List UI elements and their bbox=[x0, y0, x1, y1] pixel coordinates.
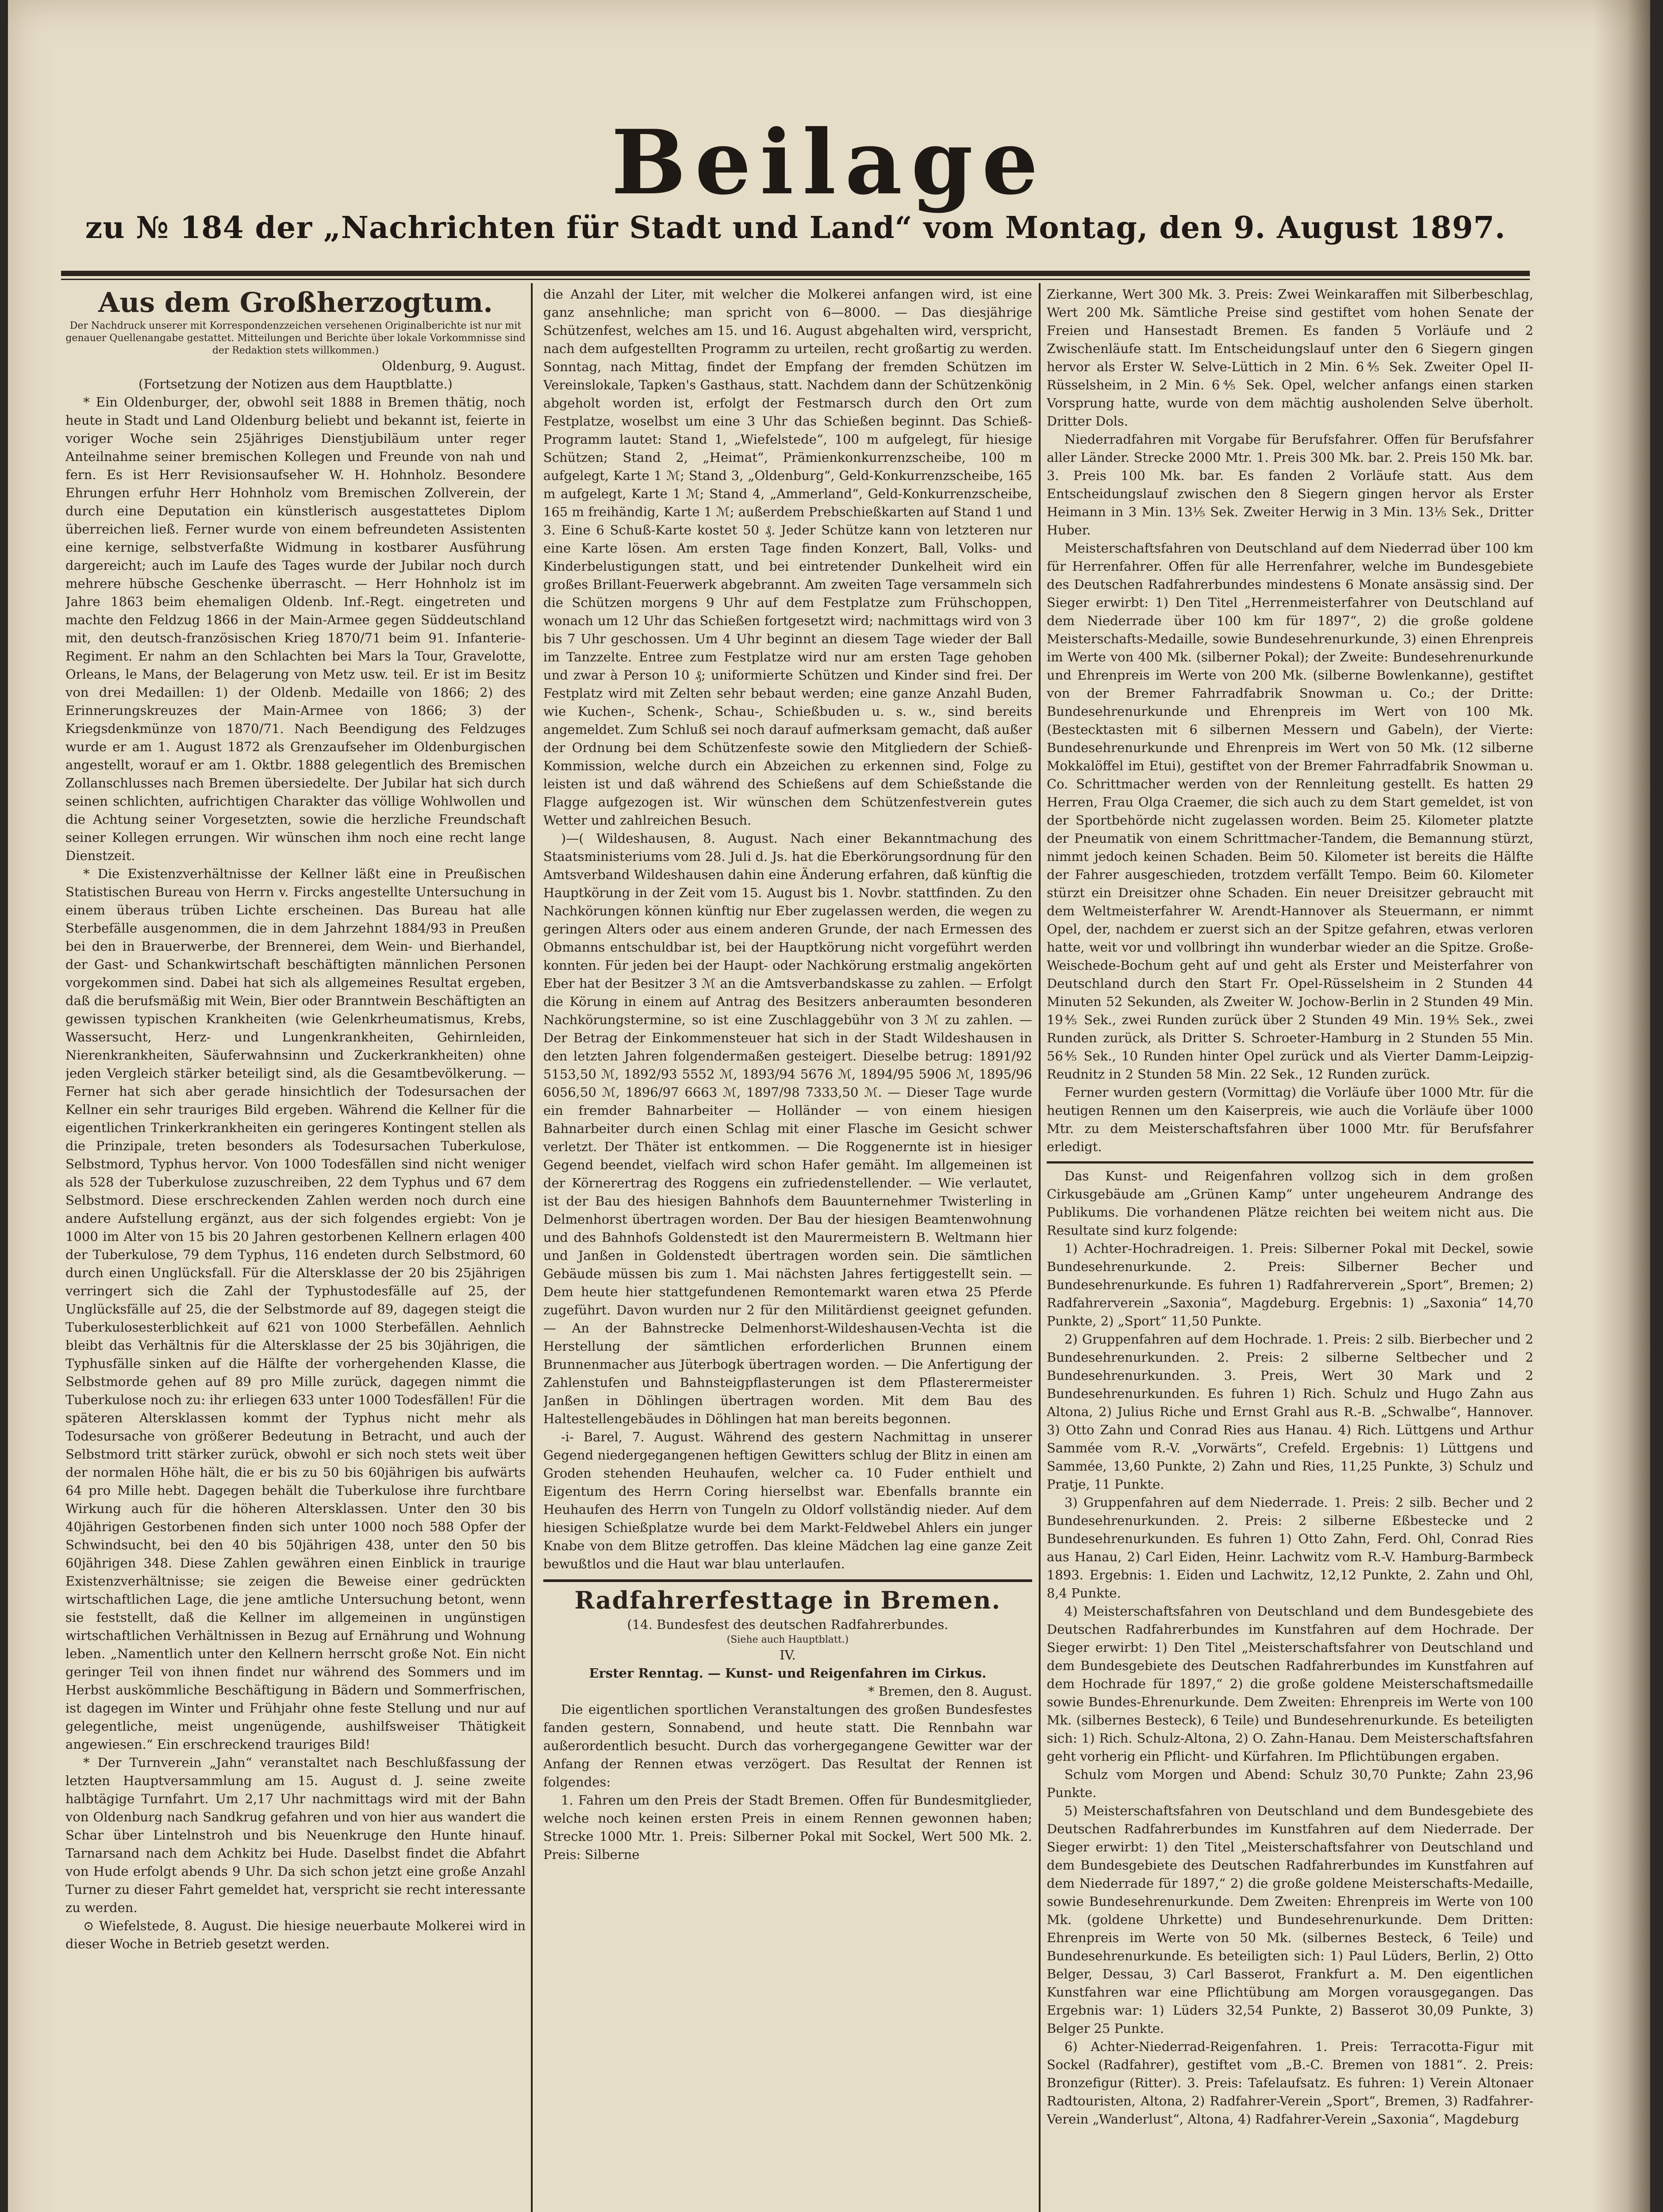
section-heading: Aus dem Großherzogtum. bbox=[98, 286, 493, 319]
article-paragraph: 1) Achter-Hochradreigen. 1. Preis: Silberner Pokal mit Deckel, sowie Bundesehrenurkunde. 2. Preis: Silberner Becher und Bundesehrenurkunde. Es fuhren 1) Radfahrerverein „Sport“, Bremen; 2) Radfahrerverein „Saxonia“, Magdeburg. Ergebnis: 1) „Saxonia“ 14,70 Punkte, 2) „Sport“ 11,50 Punkte. bbox=[1047, 1241, 1533, 1329]
column-divider-1 bbox=[531, 283, 533, 2212]
article-paragraph: die Anzahl der Liter, mit welcher die Molkerei anfangen wird, ist eine ganz ansehnliche; man spricht von 6—8000. — Das diesjährige Schützenfest, welches am 15. und 16. August abgehalten wird, verspricht, nach dem aufgestellten Programm zu urteilen, recht großartig zu werden. Sonntag, nach Mittag, findet der Empfang der fremden Schützen im Vereinslokale, Tapken's Gasthaus, statt. Nachdem dann der Schützenkönig abgeholt worden ist, erfolgt der Festmarsch durch den Ort zum Festplatze, woselbst um eine 3 Uhr das Schießen beginnt. Das Schieß-Programm lautet: Stand 1, „Wiefelstede“, 100 m aufgelegt, für hiesige Schützen; Stand 2, „Heimat“, Prämienkonkurrenzscheibe, 100 m aufgelegt, Karte 1 ℳ; Stand 3, „Oldenburg“, Geld-Konkurrenzscheibe, 165 m aufgelegt, Karte 1 ℳ; Stand 4, „Ammerland“, Geld-Konkurrenzscheibe, 165 m freihändig, Karte 1 ℳ; außerdem Prebschießkarten auf Stand 1 und 3. Eine 6 Schuß-Karte kostet 50 ₰. Jeder Schütze kann von letzteren nur eine Karte lösen. Am ersten Tage finden Konzert, Ball, Volks- und Kinderbelustigungen statt, und bei eintretender Dunkelheit wird ein großes Brillant-Feuerwerk abgebrannt. Am zweiten Tage versammeln sich die Schützen morgens 9 Uhr auf dem Festplatze zum Frühschoppen, wonach um 12 Uhr das Schießen fortgesetzt wird; nachmittags wird von 3 bis 7 Uhr geschossen. Um 4 Uhr beginnt an diesem Tage wieder der Ball im Tanzzelte. Entree zum Festplatze wird nur am ersten Tage gehoben und zwar à Person 10 ₰; uniformierte Schützen und Kinder sind frei. Der Festplatz wird mit Zelten sehr bebaut werden; eine ganze Anzahl Buden, wie Kuchen-, Schenk-, Schau-, Schießbuden u. s. w., sind bereits angemeldet. Zum Schluß sei noch darauf aufmerksam gemacht, daß außer der Ordnung bei dem Schützenfeste sowie den Mitgliedern der Schieß-Kommission, welche durch ein Abzeichen zu erkennen sind, Folge zu leisten ist und daß während des Schießens auf dem Schießstande die Flagge aufgezogen ist. Wir wünschen dem Schützenfestverein gutes Wetter und zahlreichen Besuch. bbox=[543, 287, 1032, 828]
column-divider-2 bbox=[1039, 283, 1041, 2212]
article-paragraph: Das Kunst- und Reigenfahren vollzog sich in dem großen Cirkusgebäude am „Grünen Kamp“ unter ungeheurem Andrange des Publikums. Die vorhandenen Plätze reichten bei weitem nicht aus. Die Resultate sind kurz folgende: bbox=[1047, 1168, 1533, 1238]
section-rule bbox=[543, 1579, 1032, 1582]
article-paragraph: 2) Gruppenfahren auf dem Hochrade. 1. Preis: 2 silb. Bierbecher und 2 Bundesehrenurkunden. 2. Preis: 2 silberne Seltbecher und 2 Bundesehrenurkunden. 3. Preis, Wert 30 Mark und 2 Bundesehrenurkunden. Es fuhren 1) Rich. Schulz und Hugo Zahn aus Altona, 2) Julius Riche und Ernst Grahl aus R.-B. „Schwalbe“, Hannover. 3) Otto Zahn und Conrad Ries aus Hanau. 4) Rich. Lüttgens und Arthur Sammée vom R.-V. „Vorwärts“, Crefeld. Ergebnis: 1) Lüttgens und Sammée, 13,60 Punkte, 2) Zahn und Ries, 11,25 Punkte, 3) Schulz und Pratje, 11 Punkte. bbox=[1047, 1332, 1533, 1492]
section-heading: Radfahrerfesttage in Bremen. bbox=[574, 1586, 1001, 1614]
article-paragraph: Die eigentlichen sportlichen Veranstaltungen des großen Bundesfestes fanden gestern, Sonnabend, und heute statt. Die Rennbahn war außerordentlich besucht. Durch das vorhergegangene Gewitter war der Anfang der Rennen etwas verzögert. Das Resultat der Rennen ist folgendes: bbox=[543, 1702, 1032, 1790]
article-paragraph: -i- Barel, 7. August. Während des gestern Nachmittag in unserer Gegend niedergegangenen heftigen Gewitters schlug der Blitz in einen am Groden stehenden Heuhaufen, welcher ca. 10 Fuder enthielt und Eigentum des Herrn Coring hierselbst war. Ebenfalls brannte ein Heuhaufen des Herrn von Tungeln zu Oldorf vollständig nieder. Auf dem hiesigen Schießplatze wurde bei dem Markt-Feldwebel Ahlers ein junger Knabe von dem Blitze getroffen. Das kleine Mädchen lag eine ganze Zeit bewußtlos und die Haut war blau unterlaufen. bbox=[543, 1429, 1032, 1571]
column-1 bbox=[65, 285, 526, 2212]
section-note: (Siehe auch Hauptblatt.) bbox=[726, 1634, 849, 1645]
article-paragraph: Ferner wurden gestern (Vormittag) die Vorläufe über 1000 Mtr. für die heutigen Rennen um den Kaiserpreis, wie auch die Vorläufe über 1000 Mtr. zu dem Meisterschaftsfahren über 1000 Mtr. für Berufsfahrer erledigt. bbox=[1047, 1085, 1533, 1154]
masthead-subtitle: zu № 184 der „Nachrichten für Stadt und Land“ vom Montag, den 9. August 1897. bbox=[85, 210, 1506, 246]
article-paragraph: Zierkanne, Wert 300 Mk. 3. Preis: Zwei Weinkaraffen mit Silberbeschlag, Wert 200 Mk. Sämtliche Preise sind gestiftet vom hohen Senate der Freien und Hansestadt Bremen. Es fanden 5 Vorläufe und 2 Zwischenläufe statt. Im Entscheidungslauf unter den 6 Siegern gingen hervor als Erster W. Selve-Lüttich in 2 Min. 6⅘ Sek. Zweiter Opel II-Rüsselsheim, in 2 Min. 6⅘ Sek. Opel, welcher anfangs einen starken Vorsprung hatte, wurde von dem mächtig ausholenden Selve überholt. Dritter Dols. bbox=[1047, 287, 1533, 429]
masthead-rule bbox=[61, 271, 1530, 276]
section-subheading: (14. Bundesfest des deutschen Radfahrerbundes. bbox=[627, 1617, 949, 1632]
article-paragraph: ⊙ Wiefelstede, 8. August. Die hiesige neuerbaute Molkerei wird in dieser Woche in Betrieb gesetzt werden. bbox=[65, 1918, 526, 1951]
masthead-rule-thin bbox=[61, 279, 1530, 280]
article-paragraph: 1. Fahren um den Preis der Stadt Bremen. Offen für Bundesmitglieder, welche noch keinen ersten Preis in einem Rennen gewonnen haben; Strecke 1000 Mtr. 1. Preis: Silberner Pokal mit Sockel, Wert 500 Mk. 2. Preis: Silberne bbox=[543, 1793, 1032, 1862]
dateline: Oldenburg, 9. August. bbox=[381, 358, 526, 373]
article-paragraph: Schulz vom Morgen und Abend: Schulz 30,70 Punkte; Zahn 23,96 Punkte. bbox=[1047, 1767, 1533, 1800]
dateline: * Bremen, den 8. August. bbox=[868, 1684, 1032, 1699]
article-paragraph: 4) Meisterschaftsfahren von Deutschland und dem Bundesgebiete des Deutschen Radfahrerbundes im Kunstfahren auf dem Hochrade. Der Sieger erwirbt: 1) Den Titel „Meisterschaftsfahrer von Deutschland und dem Bundesgebiete des Deutschen Radfahrerbundes im Kunstfahren auf dem Hochrade für 1897,“ 2) die große goldene Meisterschaftsmedaille sowie Bundes-Ehrenurkunde. Dem Zweiten: Ehrenpreis im Werte von 100 Mk. (silbernes Besteck), 6 Teile) und Bundesehrenurkunde. Es beteiligten sich: 1) Rich. Schulz-Altona, 2) O. Zahn-Hanau. Dem Meisterschaftsfahren geht vorherig ein Pflicht- und Kürfahren. Im Pflichtübungen ergaben. bbox=[1047, 1604, 1533, 1764]
article-paragraph: 5) Meisterschaftsfahren von Deutschland und dem Bundesgebiete des Deutschen Radfahrerbundes im Kunstfahren auf dem Niederrade. Der Sieger erwirbt: 1) den Titel „Meisterschaftsfahrer von Deutschland und dem Bundesgebiete des Deutschen Radfahrerbundes im Kunstfahren auf dem Niederrade für 1897,“ 2) die große goldene Meisterschafts-Medaille, sowie Bundesehrenurkunde. Dem Zweiten: Ehrenpreis im Werte von 100 Mk. (goldene Uhrkette) und Bundesehrenurkunde. Dem Dritten: Ehrenpreis im Werte von 50 Mk. (silbernes Besteck, 6 Teile) und Bundesehrenurkunde. Es beteiligten sich: 1) Paul Lüders, Berlin, 2) Otto Belger, Dessau, 3) Carl Basserot, Frankfurt a. M. Den eigentlichen Kunstfahren war eine Pflichtübung am Morgen vorausgegangen. Das Ergebnis war: 1) Lüders 32,54 Punkte, 2) Basserot 30,09 Punkte, 3) Belger 25 Punkte. bbox=[1047, 1803, 1533, 2036]
article-paragraph: Niederradfahren mit Vorgabe für Berufsfahrer. Offen für Berufsfahrer aller Länder. Strecke 2000 Mtr. 1. Preis 300 Mk. bar. 2. Preis 150 Mk. bar. 3. Preis 100 Mk. bar. Es fanden 2 Vorläufe statt. Aus dem Entscheidungslauf zwischen den 8 Siegern gingen hervor als Erster Heimann in 3 Min. 13⅕ Sek. Zweiter Herwig in 3 Min. 13⅕ Sek., Dritter Huber. bbox=[1047, 432, 1533, 538]
part-number: IV. bbox=[780, 1647, 796, 1663]
masthead-title: Beilage bbox=[611, 111, 1047, 215]
article-paragraph: * Der Turnverein „Jahn“ veranstaltet nach Beschlußfassung der letzten Hauptversammlung am 15. August d. J. seine zweite halbtägige Turnfahrt. Um 2,17 Uhr nachmittags wird mit der Bahn von Oldenburg nach Sandkrug gefahren und von hier aus wandert die Schar über Lintelnstroh und bis Neuenkruge den Hunte hinauf. Tarnarsand nach dem Achkitz bei Hude. Daselbst findet die Abfahrt von Hude erfolgt abends 9 Uhr. Da sich schon jetzt eine große Anzahl Turner zu dieser Fahrt gemeldet hat, verspricht sie recht interessante zu werden. bbox=[65, 1755, 526, 1915]
article-paragraph: * Ein Oldenburger, der, obwohl seit 1888 in Bremen thätig, noch heute in Stadt und Land Oldenburg beliebt und bekannt ist, feierte in voriger Woche sein 25jähriges Dienstjubiläum unter reger Anteilnahme seiner bremischen Kollegen und Freunde von nah und fern. Es ist Herr Revisionsaufseher W. H. Hohnholz. Besondere Ehrungen erfuhr Herr Hohnholz vom Bremischen Zollverein, der durch eine Deputation ein künstlerisch ausgestattetes Diplom überreichen ließ. Ferner wurde von einem befreundeten Assistenten eine kernige, selbstverfaßte Widmung in kostbarer Ausführung dargereicht; auch im Laufe des Tages wurde der Jubilar noch durch mehrere hübsche Geschenke überrascht. — Herr Hohnholz ist im Jahre 1863 beim ehemaligen Oldenb. Inf.-Regt. eingetreten und machte den Feldzug 1866 in der Main-Armee gegen Süddeutschland mit, den deutsch-französischen Krieg 1870/71 beim 91. Infanterie-Regiment. Er nahm an den Schlachten bei Mars la Tour, Gravelotte, Orleans, le Mans, der Belagerung von Metz usw. teil. Er ist im Besitz von drei Medaillen: 1) der Oldenb. Medaille von 1866; 2) des Erinnerungskreuzes der Main-Armee von 1866; 3) der Kriegsdenkmünze von 1870/71. Nach Beendigung des Feldzuges wurde er am 1. August 1872 als Grenzaufseher im Oldenburgischen angestellt, worauf er am 1. Oktbr. 1888 gelegentlich des Bremischen Zollanschlusses nach Bremen übersiedelte. Der Jubilar hat sich durch seinen schlichten, aufrichtigen Charakter das völlige Wohlwollen und die Achtung seiner Vorgesetzten, sowie die herzliche Freundschaft seiner Kollegen errungen. Wir wünschen ihm noch eine recht lange Dienstzeit. bbox=[65, 395, 526, 863]
reprint-notice: Der Nachdruck unserer mit Korrespondenzzeichen versehenen Originalberichte ist nur mit genauer Quellenangabe gestattet. Mitteilungen und Berichte über lokale Vorkommnisse sind der Redaktion stets willkommen.) bbox=[65, 320, 526, 356]
section-rule bbox=[1047, 1161, 1533, 1164]
continuation-note: (Fortsetzung der Notizen aus dem Hauptblatte.) bbox=[138, 376, 453, 392]
article-paragraph: Meisterschaftsfahren von Deutschland auf dem Niederrad über 100 km für Herrenfahrer. Offen für alle Herrenfahrer, welche im Bundesgebiete des Deutschen Radfahrerbundes mindestens 6 Monate ansässig sind. Der Sieger erwirbt: 1) Den Titel „Herrenmeisterfahrer von Deutschland auf dem Niederrade über 100 km für 1897“, 2) die große goldene Meisterschafts-Medaille, sowie Bundesehrenurkunde, 3) einen Ehrenpreis im Werte von 400 Mk. (silberner Pokal); der Zweite: Bundesehrenurkunde und Ehrenpreis im Werte von 200 Mk. (silberne Bowlenkanne), gestiftet von der Bremer Fahrradfabrik Snowman u. Co.; der Dritte: Bundesehrenurkunde und Ehrenpreis im Wert von 100 Mk. (Bestecktasten mit 6 silbernen Messern und Gabeln), der Vierte: Bundesehrenurkunde und Ehrenpreis im Wert von 50 Mk. (12 silberne Mokkalöffel im Etui), gestiftet von der Bremer Fahrradfabrik Snowman u. Co. Schrittmacher werden von der Rennleitung gestellt. Es hatten 29 Herren, Frau Olga Craemer, die sich auch zu dem Start gemeldet, ist von der Sportbehörde nicht zugelassen worden. Beim 25. Kilometer platzte der Pneumatik von einem Schrittmacher-Tandem, die Bemannung stürzt, nimmt jedoch keinen Schaden. Beim 50. Kilometer ist bereits die Hälfte der Fahrer ausgeschieden, trotzdem verfällt Tempo. Beim 60. Kilometer stürzt ein Dreisitzer ohne Schaden. Ein neuer Dreisitzer gebraucht mit dem Weltmeisterfahrer W. Arendt-Hannover als Steuermann, er nimmt Opel, der, nachdem er zuerst sich an der Spitze gefahren, etwas verloren hatte, weit vor und vollbringt ihn wunderbar wieder an die Spitze. Große-Weischede-Bochum geht auf und geht als Erster und Meisterfahrer von Deutschland durch den Start Fr. Opel-Rüsselsheim in 2 Stunden 44 Minuten 52 Sekunden, als Zweiter W. Jochow-Berlin in 2 Stunden 49 Min. 19⅘ Sek., zwei Runden zurück über 2 Stunden 49 Min. 19⅘ Sek., zwei Runden zurück, als Dritter S. Schroeter-Hamburg in 2 Stunden 55 Min. 56⅘ Sek., 10 Runden hinter Opel zurück und als Vierter Damm-Leipzig-Reudnitz in 2 Stunden 58 Min. 22 Sek., 12 Runden zurück. bbox=[1047, 541, 1533, 1082]
article-paragraph: * Die Existenzverhältnisse der Kellner läßt eine in Preußischen Statistischen Bureau von Herrn v. Fircks angestellte Untersuchung in einem überaus trüben Lichte erscheinen. Das Bureau hat alle Sterbefälle ausgenommen, die in dem Jahrzehnt 1884/93 in Preußen bei den in Brauerwerbe, der Brennerei, dem Wein- und Bierhandel, der Gast- und Schankwirtschaft beschäftigten männlichen Personen vorgekommen sind. Dabei hat sich als allgemeines Resultat ergeben, daß die berufsmäßig mit Wein, Bier oder Branntwein Beschäftigten an gewissen typischen Krankheiten (wie Gelenkrheumatismus, Krebs, Wassersucht, Herz- und Lungenkrankheiten, Gehirnleiden, Nierenkrankheiten, Säuferwahnsinn und Zuckerkrankheiten) ohne jeden Vergleich stärker beteiligt sind, als die Gesamtbevölkerung. — Ferner hat sich aber gerade hinsichtlich der Todesursachen der Kellner ein sehr trauriges Bild ergeben. Während die Kellner für die eigentlichen Trinkerkrankheiten ein geringeres Kontingent stellen als die Prinzipale, treten besonders als Todesursachen Tuberkulose, Selbstmord, Typhus hervor. Von 1000 Todesfällen sind nicht weniger als 528 der Tuberkulose zuzuschreiben, 22 dem Typhus und 67 dem Selbstmord. Diese erschreckenden Zahlen werden noch durch eine andere Aufstellung ergänzt, aus der sich folgendes ergiebt: Von je 1000 im Alter von 15 bis 20 Jahren gestorbenen Kellnern erlagen 400 der Tuberkulose, 79 dem Typhus, 116 endeten durch Selbstmord, 60 durch einen Unglücksfall. Für die Altersklasse der 20 bis 25jährigen verringert sich die Zahl der Typhustodesfälle auf 25, der Unglücksfälle auf 25, die der Selbstmorde auf 89, dagegen steigt die Tuberkulosesterblichkeit auf 621 von 1000 Sterbefällen. Aehnlich bleibt das Verhältnis für die Altersklasse der 25 bis 30jährigen, die Typhusfälle sinken auf die Hälfte der vorhergehenden Klasse, die Selbstmorde gehen auf 89 pro Mille zurück, dagegen nimmt die Tuberkulose noch zu: ihr erliegen 633 unter 1000 Todesfällen! Für die späteren Altersklassen kommt der Typhus nicht mehr als Todesursache von größerer Bedeutung in Betracht, und auch der Selbstmord tritt stärker zurück, obwohl er sich noch stets weit über der normalen Höhe hält, die er bis zu 50 bis 60jährigen bis aufwärts 64 pro Mille hebt. Dagegen behält die Tuberkulose ihre furchtbare Wirkung auch für die höheren Altersklassen. Unter den 30 bis 40jährigen Gestorbenen finden sich unter 1000 noch 588 Opfer der Schwindsucht, bei den 40 bis 50jährigen 438, unter den 50 bis 60jährigen 348. Diese Zahlen gewähren einen Einblick in traurige Existenzverhältnisse; sie zeigen die Beweise einer gedrückten wirtschaftlichen Lage, die jene amtliche Untersuchung betont, wenn sie feststellt, daß die Kellner im allgemeinen in ungünstigen wirtschaftlichen Verhältnissen in Bezug auf Ernährung und Wohnung leben. „Namentlich unter den Kellnern herrscht große Not. Ein nicht geringer Teil von ihnen findet nur während des Sommers und im Herbst auskömmliche Beschäftigung in Bädern und Sommerfrischen, ist dagegen im Winter und Frühjahr ohne feste Stellung und nur auf gelegentliche, meist ungenügende, aushilfsweiser Thätigkeit angewiesen.“ Ein erschreckend trauriges Bild! bbox=[65, 866, 526, 1752]
article-paragraph: 3) Gruppenfahren auf dem Niederrade. 1. Preis: 2 silb. Becher und 2 Bundesehrenurkunden. 2. Preis: 2 silberne Eßbestecke und 2 Bundesehrenurkunden. Es fuhren 1) Otto Zahn, Ferd. Ohl, Conrad Ries aus Hanau, 2) Carl Eiden, Heinr. Lachwitz vom R.-V. Hamburg-Barmbeck 1893. Ergebnis: 1. Eiden und Lachwitz, 12,12 Punkte, 2. Zahn und Ohl, 8,4 Punkte. bbox=[1047, 1495, 1533, 1601]
newspaper-page bbox=[8, 0, 1650, 2212]
column-3 bbox=[1047, 285, 1533, 2212]
article-paragraph: )—( Wildeshausen, 8. August. Nach einer Bekanntmachung des Staatsministeriums vom 28. Juli d. Js. hat die Eberkörungsordnung für den Amtsverband Wildeshausen dahin eine Änderung erfahren, daß künftig die Hauptkörung in der Zeit vom 15. August bis 1. Novbr. stattfinden. Zu den Nachkörungen können künftig nur Eber zugelassen werden, die wegen zu geringen Alters oder aus einem anderen Grunde, der nach Ermessen des Obmanns entschuldbar ist, bei der Hauptkörung nicht vorgeführt werden konnten. Für jeden bei der Haupt- oder Nachkörung erstmalig angekörten Eber hat der Besitzer 3 ℳ an die Amtsverbandskasse zu zahlen. — Erfolgt die Körung in einem auf Antrag des Besitzers anberaumten besonderen Nachkörungstermine, so ist eine Zuschlaggebühr von 3 ℳ zu zahlen. — Der Betrag der Einkommensteuer hat sich in der Stadt Wildeshausen in den letzten Jahren folgendermaßen gesteigert. Dieselbe betrug: 1891/92 5153,50 ℳ, 1892/93 5552 ℳ, 1893/94 5676 ℳ, 1894/95 5906 ℳ, 1895/96 6056,50 ℳ, 1896/97 6663 ℳ, 1897/98 7333,50 ℳ. — Dieser Tage wurde ein fremder Bahnarbeiter — Holländer — von einem hiesigen Bahnarbeiter durch einen Schlag mit einer Flasche im Gesicht schwer verletzt. Der Thäter ist entkommen. — Die Roggenernte ist in hiesiger Gegend beendet, vielfach wird schon Hafer gemäht. Im allgemeinen ist der Körnerertrag des Roggens ein zufriedenstellender. — Wie verlautet, ist der Bau des hiesigen Bahnhofs dem Bauunternehmer Twisterling in Delmenhorst übertragen worden. Der Bau der hiesigen Beamtenwohnung und des Bahnhofs Goldenstedt ist den Maurermeistern B. Weltmann hier und Janßen in Goldenstedt übertragen worden sein. Die sämtlichen Gebäude müssen bis zum 1. Mai nächsten Jahres fertiggestellt sein. — Dem heute hier stattgefundenen Remontemarkt waren etwa 25 Pferde zugeführt. Davon wurden nur 2 für den Militärdienst geeignet gefunden. — An der Bahnstrecke Delmenhorst-Wildeshausen-Vechta ist die Herstellung der sämtlichen erforderlichen Brunnen einem Brunnenmacher aus Jüterbogk übertragen worden. — Die Anfertigung der Zahlenstufen und Bahnsteigpflasterungen ist dem Pflasterermeister Janßen in Döhlingen übertragen worden. Mit dem Bau des Haltestellengebäudes in Döhlingen hat man bereits begonnen. bbox=[543, 831, 1032, 1426]
column-2 bbox=[543, 285, 1032, 2212]
article-paragraph: 6) Achter-Niederrad-Reigenfahren. 1. Preis: Terracotta-Figur mit Sockel (Radfahrer), gestiftet vom „B.-C. Bremen von 1881“. 2. Preis: Bronzefigur (Ritter). 3. Preis: Tafelaufsatz. Es fuhren: 1) Verein Altonaer Radtouristen, Altona, 2) Radfahrer-Verein „Sport“, Bremen, 3) Radfahrer-Verein „Wanderlust“, Altona, 4) Radfahrer-Verein „Saxonia“, Magdeburg bbox=[1047, 2039, 1533, 2127]
section-title: Erster Renntag. — Kunst- und Reigenfahren im Cirkus. bbox=[589, 1666, 987, 1681]
